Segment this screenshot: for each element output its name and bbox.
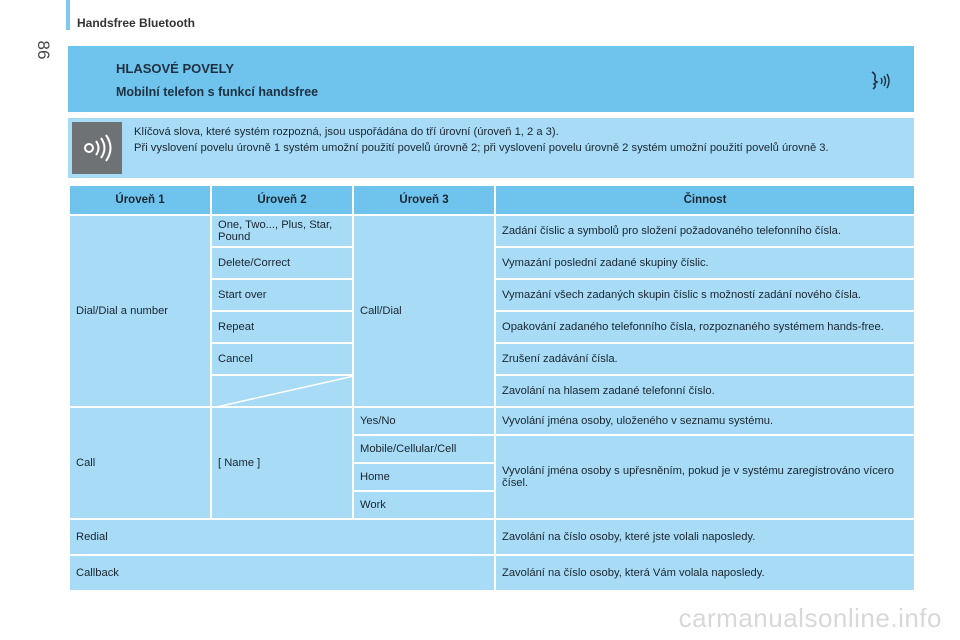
call-level-2: [ Name ] — [211, 407, 353, 519]
call-level-3: Mobile/Cellular/Cell — [353, 435, 495, 463]
call-level-3: Home — [353, 463, 495, 491]
header-action: Činnost — [495, 185, 915, 215]
dial-action: Vymazání všech zadaných skupin číslic s možností zadání nového čísla. — [495, 279, 915, 311]
voice-commands-table — [68, 184, 916, 592]
dial-level-3: Call/Dial — [353, 215, 495, 407]
dial-level-2: One, Two..., Plus, Star, Pound — [211, 215, 353, 247]
dial-level-2: Repeat — [211, 311, 353, 343]
table-row — [69, 519, 915, 555]
margin-bar — [66, 0, 70, 30]
intro-line-1: Klíčová slova, které systém rozpozná, jsou uspořádána do tří úrovní (úroveň 1, 2 a 3). — [134, 126, 559, 138]
call-level-3: Work — [353, 491, 495, 519]
table-row — [69, 215, 915, 247]
call-level-1: Call — [69, 407, 211, 519]
dial-action: Zadání číslic a symbolů pro složení požadovaného telefonního čísla. — [495, 215, 915, 247]
intro-line-2: Při vyslovení povelu úrovně 1 systém umožní použití povelů úrovně 2; při vyslovení povelu úrovně 2 systém umožní použití povelů úrovně 3. — [134, 142, 829, 154]
dial-level-2: Cancel — [211, 343, 353, 375]
page-number: 86 — [34, 40, 53, 60]
callback-command: Callback — [69, 555, 495, 591]
header-level-3: Úroveň 3 — [353, 185, 495, 215]
dial-level-2: Start over — [211, 279, 353, 311]
header-level-2: Úroveň 2 — [211, 185, 353, 215]
callback-action: Zavolání na číslo osoby, která Vám volala naposledy. — [495, 555, 915, 591]
table-header-row — [69, 185, 915, 215]
dial-level-1: Dial/Dial a number — [69, 215, 211, 407]
header-band — [68, 46, 914, 112]
dial-action: Opakování zadaného telefonního čísla, rozpoznaného systémem hands-free. — [495, 311, 915, 343]
table-row — [69, 555, 915, 591]
dial-level-2: Delete/Correct — [211, 247, 353, 279]
watermark: carmanualsonline.info — [678, 603, 942, 633]
intro-text — [134, 124, 904, 156]
dial-action: Zrušení zadávání čísla. — [495, 343, 915, 375]
redial-command: Redial — [69, 519, 495, 555]
call-action: Vyvolání jména osoby, uloženého v seznamu systému. — [495, 407, 915, 435]
intro-box — [68, 118, 914, 178]
header-title: HLASOVÉ POVELY — [116, 61, 234, 76]
dial-action: Vymazání poslední zadané skupiny číslic. — [495, 247, 915, 279]
call-action: Vyvolání jména osoby s upřesněním, pokud je v systému zaregistrováno vícero čísel. — [495, 435, 915, 519]
header-subtitle: Mobilní telefon s funkcí handsfree — [116, 85, 319, 99]
call-level-3: Yes/No — [353, 407, 495, 435]
dial-action: Zavolání na hlasem zadané telefonní číslo. — [495, 375, 915, 407]
table-row — [69, 407, 915, 435]
header-level-1: Úroveň 1 — [69, 185, 211, 215]
diagonal-line — [212, 376, 354, 408]
speaker-icon-box — [72, 122, 122, 174]
empty-diagonal-cell — [211, 375, 353, 407]
section-title: Handsfree Bluetooth — [77, 16, 196, 30]
speaker-icon — [82, 134, 112, 162]
voice-command-icon — [866, 66, 896, 96]
redial-action: Zavolání na číslo osoby, které jste volali naposledy. — [495, 519, 915, 555]
